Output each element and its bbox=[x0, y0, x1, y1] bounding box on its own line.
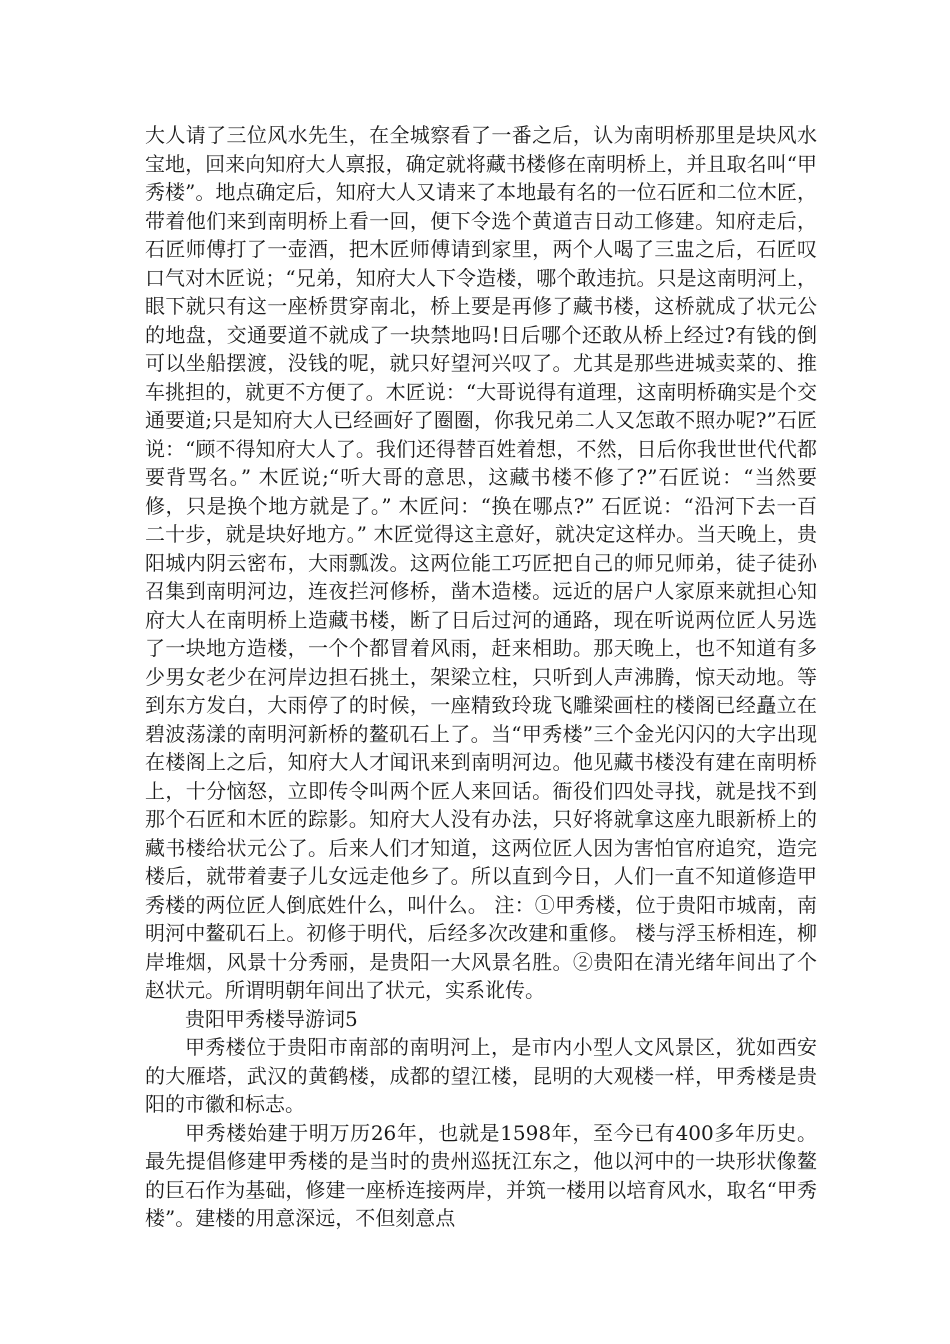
section-heading: 贵阳甲秀楼导游词5 bbox=[185, 1006, 358, 1031]
intro-paragraph: 甲秀楼位于贵阳市南部的南明河上，是市内小型人文风景区，犹如西安的大雁塔，武汉的黄鹤楼，成都的望江楼，昆明的大观楼一样，甲秀楼是贵阳的市徽和标志。 bbox=[145, 1035, 817, 1116]
document-body bbox=[145, 121, 817, 1233]
history-paragraph: 甲秀楼始建于明万历26年，也就是1598年，至今已有400多年历史。最先提倡修建甲秀楼的是当时的贵州巡抚江东之，他以河中的一块形状像鳌的巨石作为基础，修建一座桥连接两岸，并筑一楼用以培育风水，取名“甲秀楼”。建楼的用意深远，不但刻意点 bbox=[145, 1120, 817, 1230]
story-paragraph: 大人请了三位风水先生，在全城察看了一番之后，认为南明桥那里是块风水宝地，回来向知府大人禀报，确定就将藏书楼修在南明桥上，并且取名叫“甲秀楼”。地点确定后，知府大人又请来了本地最有名的一位石匠和二位木匠，带着他们来到南明桥上看一回，便下令选个黄道吉日动工修建。知府走后，石匠师傅打了一壶酒，把木匠师傅请到家里，两个人喝了三盅之后，石匠叹口气对木匠说；“兄弟，知府大人下令造楼，哪个敢违抗。只是这南明河上，眼下就只有这一座桥贯穿南北，桥上要是再修了藏书楼，这桥就成了状元公的地盘，交通要道不就成了一块禁地吗!日后哪个还敢从桥上经过?有钱的倒可以坐船摆渡，没钱的呢，就只好望河兴叹了。尤其是那些进城卖菜的、推车挑担的，就更不方便了。木匠说：“大哥说得有道理，这南明桥确实是个交通要道;只是知府大人已经画好了圈圈，你我兄弟二人又怎敢不照办呢?”石匠说：“顾不得知府大人了。我们还得替百姓着想，不然，日后你我世世代代都要背骂名。” 木匠说;“听大哥的意思，这藏书楼不修了?”石匠说：“当然要修，只是换个地方就是了。” 木匠问：“换在哪点?” 石匠说：“沿河下去一百二十步，就是块好地方。” 木匠觉得这主意好，就决定这样办。当天晚上，贵阳城内阴云密布，大雨瓢泼。这两位能工巧匠把自己的师兄师弟，徒子徒孙召集到南明河边，连夜拦河修桥，凿木造楼。远近的居户人家原来就担心知府大人在南明桥上造藏书楼，断了日后过河的通路，现在听说两位匠人另选了一块地方造楼，一个个都冒着风雨，赶来相助。那天晚上，也不知道有多少男女老少在河岸边担石挑土，架梁立柱，只听到人声沸腾，惊天动地。等到东方发白，大雨停了的时候，一座精致玲珑飞雕梁画柱的楼阁已经矗立在碧波荡漾的南明河新桥的鳌矶石上了。当“甲秀楼”三个金光闪闪的大字出现在楼阁上之后，知府大人才闻讯来到南明河边。他见藏书楼没有建在南明桥上，十分恼怒，立即传令叫两个匠人来回话。衙役们四处寻找，就是找不到那个石匠和木匠的踪影。知府大人没有办法，只好将就拿这座九眼新桥上的藏书楼给状元公了。后来人们才知道，这两位匠人因为害怕官府追究，造完楼后，就带着妻子儿女远走他乡了。所以直到今日，人们一直不知道修造甲秀楼的两位匠人倒底姓什么，叫什么。 注：①甲秀楼，位于贵阳市城南，南明河中鳌矶石上。初修于明代，后经多次改建和重修。 楼与浮玉桥相连，柳岸堆烟，风景十分秀丽，是贵阳一大风景名胜。②贵阳在清光绪年间出了个赵状元。所谓明朝年间出了状元，实系讹传。 bbox=[145, 123, 817, 1002]
